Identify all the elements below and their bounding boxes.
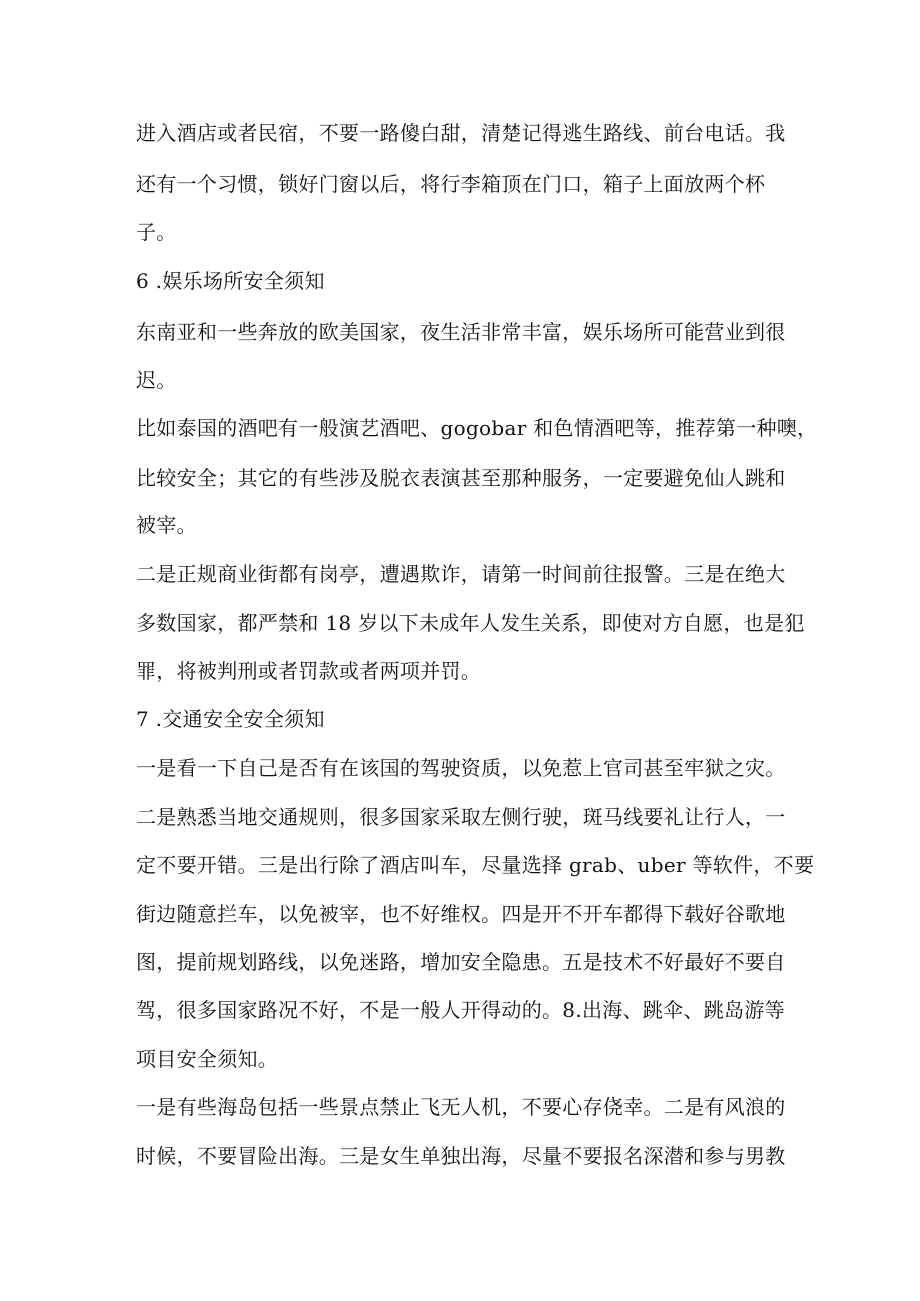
text-line: 图，提前规划路线，以免迷路，增加安全隐患。五是技术不好最好不要自: [136, 950, 786, 974]
text-line: 比如泰国的酒吧有一般演艺酒吧、gogobar 和色情酒吧等，推荐第一种噢，: [136, 416, 818, 440]
text-line: 二是熟悉当地交通规则，很多国家采取左侧行驶，斑马线要礼让行人，一: [136, 805, 786, 829]
section-heading-entertainment: 6 .娱乐场所安全须知: [136, 269, 325, 293]
text-line: 时候，不要冒险出海。三是女生单独出海，尽量不要报名深潜和参与男教: [136, 1144, 786, 1168]
text-line: 二是正规商业街都有岗亭，遭遇欺诈，请第一时间前往报警。三是在绝大: [136, 562, 786, 586]
text-line: 驾，很多国家路况不好，不是一般人开得动的。8.出海、跳伞、跳岛游等: [136, 998, 785, 1022]
text-line: 定不要开错。三是出行除了酒店叫车，尽量选择 grab、uber 等软件，不要: [136, 853, 815, 877]
text-line: 迟。: [136, 368, 177, 392]
text-line: 项目安全须知。: [136, 1047, 279, 1071]
text-line: 还有一个习惯，锁好门窗以后，将行李箱顶在门口，箱子上面放两个杯: [136, 172, 766, 196]
text-line: 进入酒店或者民宿，不要一路傻白甜，清楚记得逃生路线、前台电话。我: [136, 121, 786, 145]
text-line: 比较安全；其它的有些涉及脱衣表演甚至那种服务，一定要避免仙人跳和: [136, 466, 786, 490]
text-line: 东南亚和一些奔放的欧美国家，夜生活非常丰富，娱乐场所可能营业到很: [136, 320, 786, 344]
section-heading-traffic: 7 .交通安全安全须知: [136, 707, 325, 731]
text-line: 一是有些海岛包括一些景点禁止飞无人机，不要心存侥幸。二是有风浪的: [136, 1095, 786, 1119]
text-line: 街边随意拦车，以免被宰，也不好维权。四是开不开车都得下载好谷歌地: [136, 902, 786, 926]
text-line: 一是看一下自己是否有在该国的驾驶资质，以免惹上官司甚至牢狱之灾。: [136, 756, 786, 780]
text-line: 被宰。: [136, 513, 197, 537]
text-line: 多数国家，都严禁和 18 岁以下未成年人发生关系，即使对方自愿，也是犯: [136, 611, 805, 635]
text-line: 子。: [136, 220, 177, 244]
text-line: 罪，将被判刑或者罚款或者两项并罚。: [136, 659, 482, 683]
